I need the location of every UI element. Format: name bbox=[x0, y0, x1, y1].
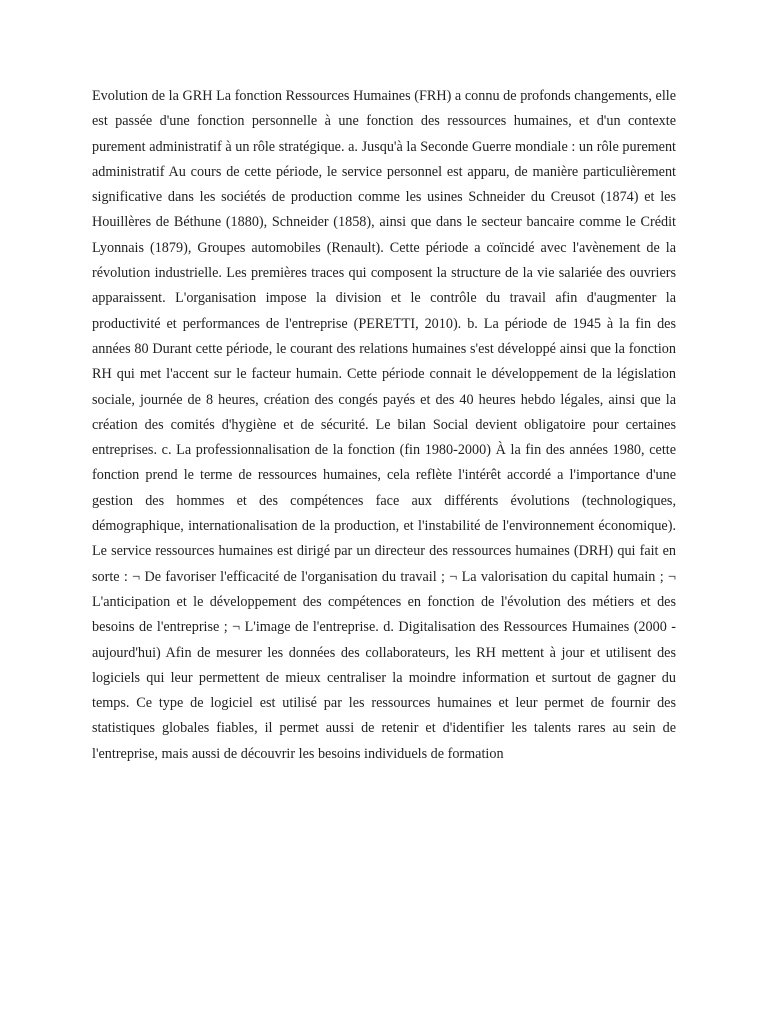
body-paragraph: Evolution de la GRH La fonction Ressources Humaines (FRH) a connu de profonds changements, elle est passée d'une fonction personnelle à une fonction des ressources humaines, et d'un contexte purement administratif à un rôle stratégique. a. Jusqu'à la Seconde Guerre mondiale : un rôle purement administratif Au cours de cette période, le service personnel est apparu, de manière particulièrement significative dans les sociétés de production comme les usines Schneider du Creusot (1874) et les Houillères de Béthune (1880), Schneider (1858), ainsi que dans le secteur bancaire comme le Crédit Lyonnais (1879), Groupes automobiles (Renault). Cette période a coïncidé avec l'avènement de la révolution industrielle. Les premières traces qui composent la structure de la vie salariée des ouvriers apparaissent. L'organisation impose la division et le contrôle du travail afin d'augmenter la productivité et performances de l'entreprise (PERETTI, 2010). b. La période de 1945 à la fin des années 80 Durant cette période, le courant des relations humaines s'est développé ainsi que la fonction RH qui met l'accent sur le facteur humain. Cette période connait le développement de la législation sociale, journée de 8 heures, création des congés payés et des 40 heures hebdo légales, ainsi que la création des comités d'hygiène et de sécurité. Le bilan Social devient obligatoire pour certaines entreprises. c. La professionnalisation de la fonction (fin 1980-2000) À la fin des années 1980, cette fonction prend le terme de ressources humaines, cela reflète l'intérêt accordé a l'importance d'une gestion des hommes et des compétences face aux différents évolutions (technologiques, démographique, internationalisation de la production, et l'instabilité de l'environnement économique). Le service ressources humaines est dirigé par un directeur des ressources humaines (DRH) qui fait en sorte : ¬ De favoriser l'efficacité de l'organisation du travail ; ¬ La valorisation du capital humain ; ¬ L'anticipation et le développement des compétences en fonction de l'évolution des métiers et des besoins de l'entreprise ; ¬ L'image de l'entreprise. d. Digitalisation des Ressources Humaines (2000 - aujourd'hui) Afin de mesurer les données des collaborateurs, les RH mettent à jour et utilisent des logiciels qui leur permettent de mieux centraliser la moindre information et surtout de gagner du temps. Ce type de logiciel est utilisé par les ressources humaines et leur permet de fournir des statistiques globales fiables, il permet aussi de retenir et d'identifier les talents rares au sein de l'entreprise, mais aussi de découvrir les besoins individuels de formation bbox=[92, 88, 676, 762]
